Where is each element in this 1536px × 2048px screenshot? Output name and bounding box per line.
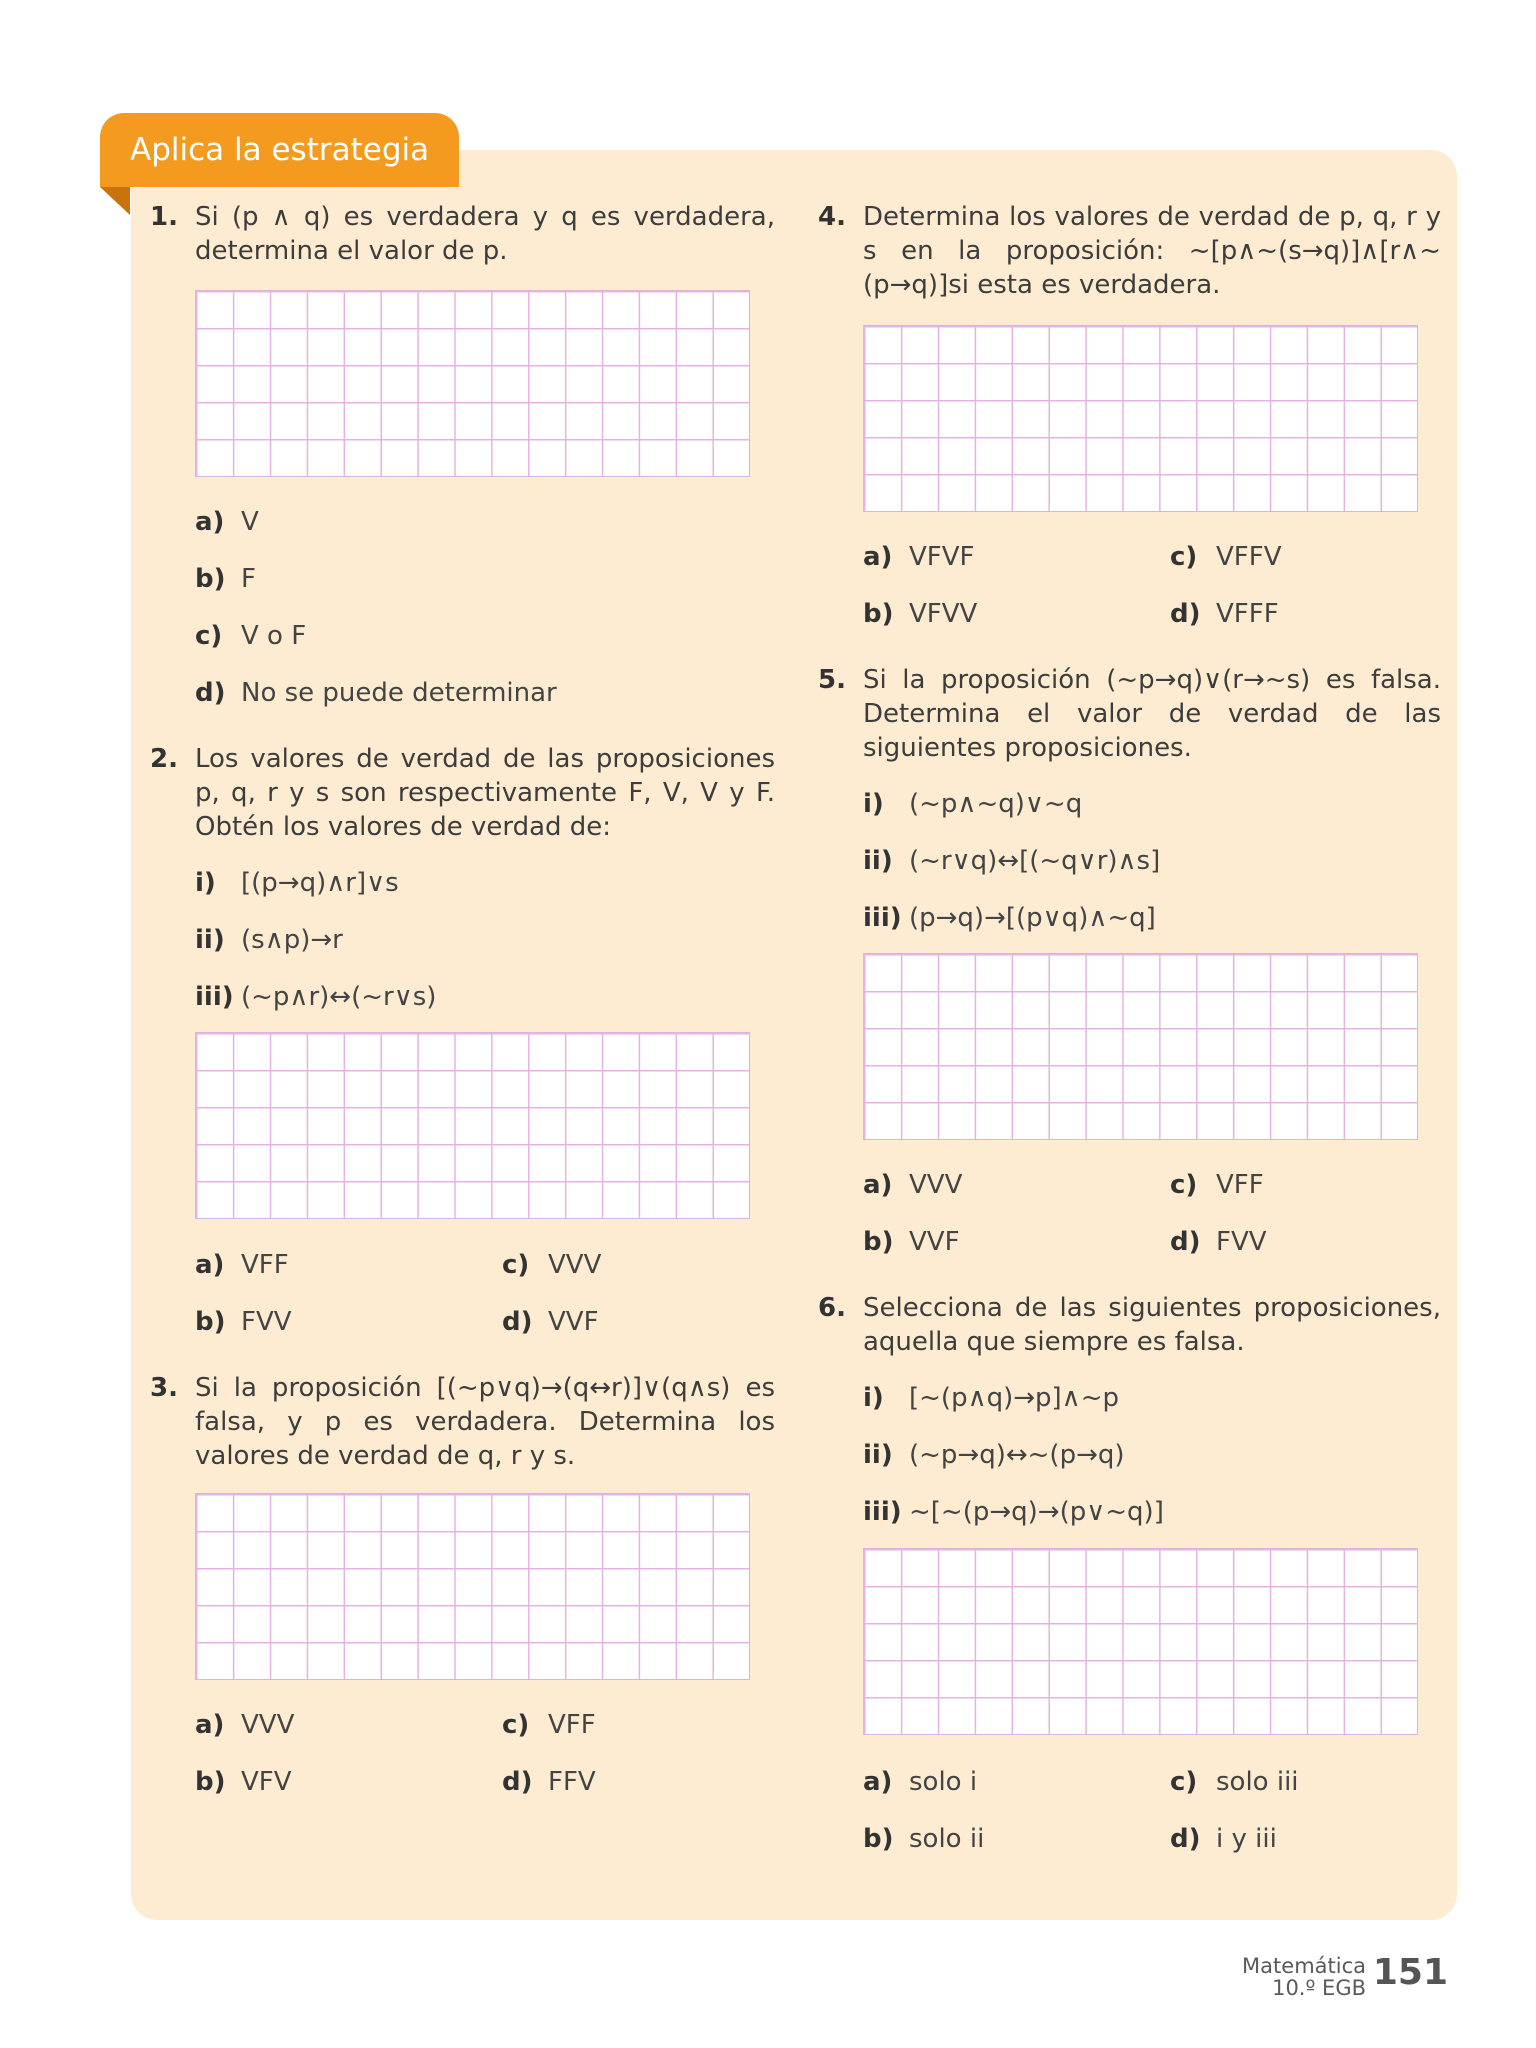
item-text: [~(p∧q)→p]∧~p <box>909 1383 1120 1413</box>
question-2-item-iii <box>195 980 436 1014</box>
option-letter: b) <box>195 1767 226 1797</box>
page-number: 151 <box>1372 1952 1448 1993</box>
question-6-option-a[interactable] <box>863 1765 977 1799</box>
question-6-item-i <box>863 1381 1119 1415</box>
question-5-option-b[interactable] <box>863 1225 960 1259</box>
option-letter: c) <box>502 1710 530 1740</box>
option-text: VVV <box>909 1170 963 1200</box>
question-2-option-b[interactable] <box>195 1305 292 1339</box>
item-text: (~p∧r)↔(~r∨s) <box>241 982 437 1012</box>
option-text: VVV <box>241 1710 295 1740</box>
option-letter: a) <box>863 542 893 572</box>
option-text: solo i <box>909 1767 978 1797</box>
option-letter: a) <box>195 1250 225 1280</box>
question-3-number: 3. <box>150 1373 178 1403</box>
question-2-option-c[interactable] <box>502 1248 601 1282</box>
question-4-number: 4. <box>818 202 846 232</box>
item-text: (~p∧~q)∨~q <box>909 789 1083 819</box>
option-letter: d) <box>1170 1227 1201 1257</box>
question-6-text: Selecciona de las siguientes proposiciones, aquella que siempre es falsa. <box>863 1293 1441 1357</box>
option-letter: d) <box>195 678 226 708</box>
question-1-option-c[interactable] <box>195 619 306 653</box>
question-2-number: 2. <box>150 744 178 774</box>
item-text: (~p→q)↔~(p→q) <box>909 1440 1125 1470</box>
option-letter: b) <box>863 599 894 629</box>
item-label: ii) <box>863 846 893 876</box>
question-6-option-c[interactable] <box>1170 1765 1299 1799</box>
question-5-option-a[interactable] <box>863 1168 962 1202</box>
item-text: (p→q)→[(p∨q)∧~q] <box>909 903 1156 933</box>
item-label: ii) <box>195 925 225 955</box>
option-letter: d) <box>502 1307 533 1337</box>
item-text: ~[~(p→q)→(p∨~q)] <box>909 1497 1164 1527</box>
question-5-item-ii <box>863 844 1160 878</box>
option-text: F <box>241 564 256 594</box>
option-letter: c) <box>1170 1170 1198 1200</box>
question-4-option-c[interactable] <box>1170 540 1281 574</box>
question-6-option-b[interactable] <box>863 1822 984 1856</box>
question-4-option-d[interactable] <box>1170 597 1279 631</box>
option-text: V o F <box>241 621 307 651</box>
option-text: No se puede determinar <box>241 678 557 708</box>
question-2-item-i <box>195 866 399 900</box>
option-text: solo ii <box>909 1824 985 1854</box>
question-5-option-c[interactable] <box>1170 1168 1264 1202</box>
question-1-option-b[interactable] <box>195 562 256 596</box>
option-letter: c) <box>195 621 223 651</box>
question-4-text: Determina los valores de verdad de p, q, r y s en la proposición: ~[p∧~(s→q)]∧[r∧~(p→q)]si esta es verdadera. <box>863 202 1441 300</box>
footer-label <box>1242 1955 1366 1999</box>
item-text: (s∧p)→r <box>241 925 343 955</box>
option-text: VFF <box>1216 1170 1264 1200</box>
question-5-option-d[interactable] <box>1170 1225 1267 1259</box>
question-2-text: Los valores de verdad de las proposiciones p, q, r y s son respectivamente F, V, V y F. Obtén los valores de verdad de: <box>195 744 775 842</box>
option-text: FFV <box>548 1767 596 1797</box>
question-1-text: Si (p ∧ q) es verdadera y q es verdadera, determina el valor de p. <box>195 202 775 266</box>
item-text: (~r∨q)↔[(~q∨r)∧s] <box>909 846 1161 876</box>
option-text: VVV <box>548 1250 602 1280</box>
footer-grade: 10.º EGB <box>1272 1976 1366 2000</box>
option-letter: b) <box>863 1227 894 1257</box>
question-2-workspace-grid[interactable] <box>195 1032 750 1219</box>
option-text: VFF <box>548 1710 596 1740</box>
option-letter: a) <box>863 1170 893 1200</box>
question-6-item-ii <box>863 1438 1125 1472</box>
option-text: VFFV <box>1216 542 1282 572</box>
question-5-text: Si la proposición (~p→q)∨(r→~s) es falsa. Determina el valor de verdad de las siguientes proposiciones. <box>863 665 1441 763</box>
option-text: VVF <box>909 1227 960 1257</box>
question-2-option-d[interactable] <box>502 1305 599 1339</box>
option-text: FVV <box>241 1307 292 1337</box>
question-2-item-ii <box>195 923 343 957</box>
question-1-workspace-grid[interactable] <box>195 290 750 477</box>
question-3-option-d[interactable] <box>502 1765 596 1799</box>
question-2-option-a[interactable] <box>195 1248 289 1282</box>
option-text: VFVV <box>909 599 978 629</box>
option-letter: c) <box>1170 542 1198 572</box>
option-letter: b) <box>195 564 226 594</box>
option-text: solo iii <box>1216 1767 1299 1797</box>
option-text: VVF <box>548 1307 599 1337</box>
question-3-text: Si la proposición [(~p∨q)→(q↔r)]∨(q∧s) es falsa, y p es verdadera. Determina los valores de verdad de q, r y s. <box>195 1373 775 1471</box>
option-letter: a) <box>195 507 225 537</box>
question-1-number: 1. <box>150 202 178 232</box>
option-letter: c) <box>502 1250 530 1280</box>
option-text: VFF <box>241 1250 289 1280</box>
item-label: i) <box>195 868 216 898</box>
item-text: [(p→q)∧r]∨s <box>241 868 399 898</box>
option-letter: d) <box>502 1767 533 1797</box>
question-4-workspace-grid[interactable] <box>863 325 1418 512</box>
footer-subject: Matemática <box>1242 1954 1366 1978</box>
question-1-option-a[interactable] <box>195 505 259 539</box>
option-text: i y iii <box>1216 1824 1277 1854</box>
question-6-number: 6. <box>818 1293 846 1323</box>
item-label: iii) <box>863 1497 902 1527</box>
item-label: ii) <box>863 1440 893 1470</box>
question-5-item-i <box>863 787 1082 821</box>
option-letter: d) <box>1170 1824 1201 1854</box>
question-3-option-c[interactable] <box>502 1708 596 1742</box>
option-text: VFFF <box>1216 599 1279 629</box>
question-5-number: 5. <box>818 665 846 695</box>
option-letter: d) <box>1170 599 1201 629</box>
question-6-item-iii <box>863 1495 1164 1529</box>
question-4-option-a[interactable] <box>863 540 974 574</box>
question-3-option-a[interactable] <box>195 1708 294 1742</box>
question-6-workspace-grid[interactable] <box>863 1548 1418 1735</box>
question-1-option-d[interactable] <box>195 676 557 710</box>
section-title: Aplica la estrategia <box>100 113 459 187</box>
option-text: FVV <box>1216 1227 1267 1257</box>
item-label: i) <box>863 789 884 819</box>
item-label: iii) <box>195 982 234 1012</box>
question-6-option-d[interactable] <box>1170 1822 1277 1856</box>
option-letter: b) <box>195 1307 226 1337</box>
question-5-workspace-grid[interactable] <box>863 953 1418 1140</box>
item-label: i) <box>863 1383 884 1413</box>
question-3-option-b[interactable] <box>195 1765 292 1799</box>
question-4-option-b[interactable] <box>863 597 977 631</box>
option-text: V <box>241 507 259 537</box>
tab-fold-decoration <box>100 187 130 215</box>
option-letter: b) <box>863 1824 894 1854</box>
option-text: VFVF <box>909 542 975 572</box>
option-letter: a) <box>195 1710 225 1740</box>
question-3-workspace-grid[interactable] <box>195 1493 750 1680</box>
item-label: iii) <box>863 903 902 933</box>
option-text: VFV <box>241 1767 292 1797</box>
question-5-item-iii <box>863 901 1156 935</box>
option-letter: a) <box>863 1767 893 1797</box>
option-letter: c) <box>1170 1767 1198 1797</box>
